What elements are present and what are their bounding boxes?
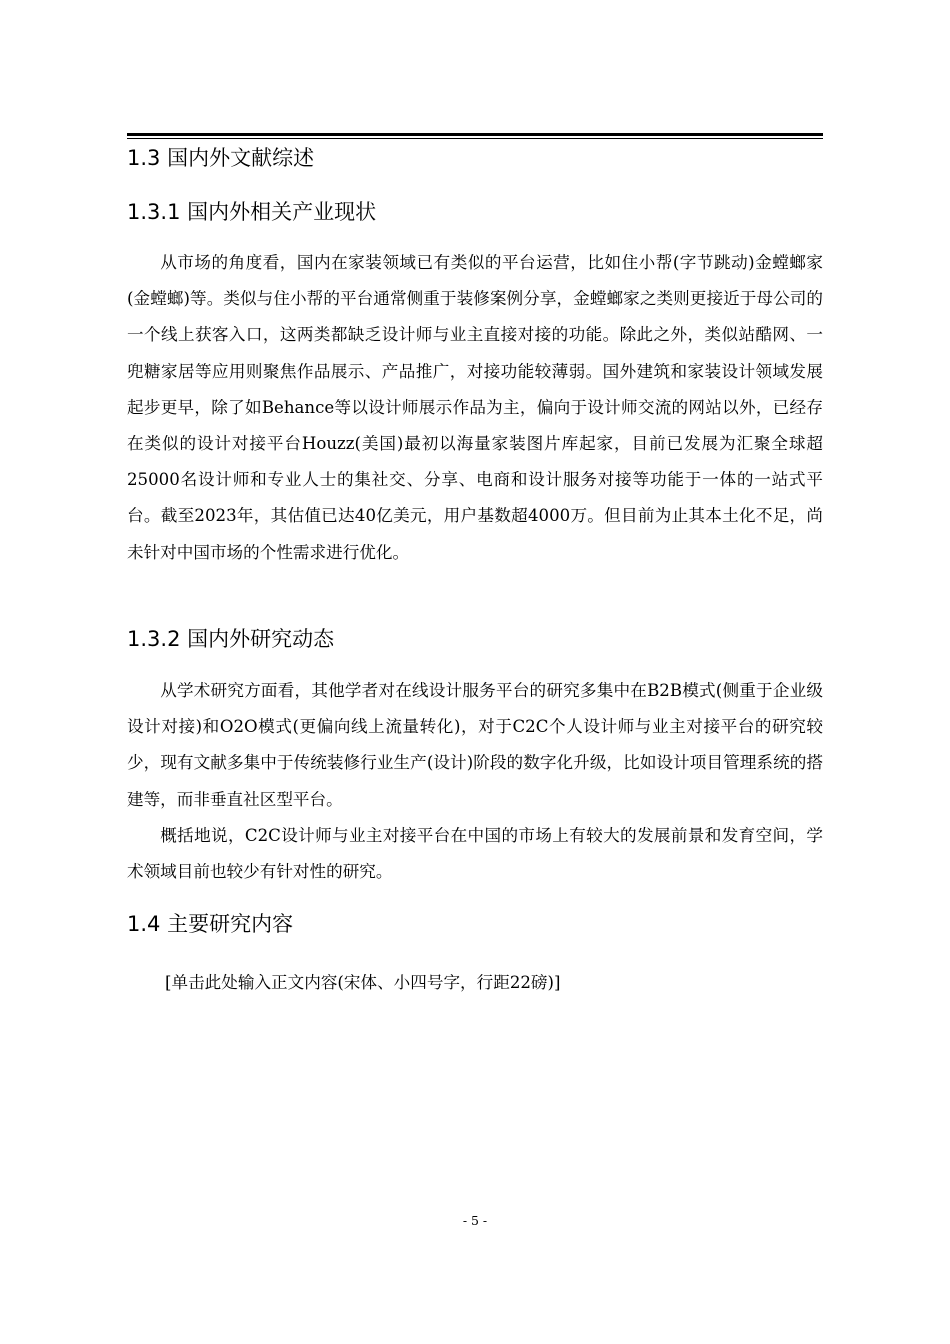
heading-1-3-2: 1.3.2 国内外研究动态: [127, 627, 335, 651]
header-rule-thick: [127, 133, 823, 136]
paragraph-research-trends: 从学术研究方面看，其他学者对在线设计服务平台的研究多集中在B2B模式(侧重于企业级设计对接)和O2O模式(更偏向线上流量转化)，对于C2C个人设计师与业主对接平台的研究较少，现有文献多集中于传统装修行业生产(设计)阶段的数字化升级，比如设计项目管理系统的搭建等，而非垂直社区型平台。: [127, 681, 823, 809]
page-number: - 5 -: [462, 1213, 488, 1228]
body-text-placeholder[interactable]: [单击此处输入正文内容(宋体、小四号字，行距22磅)]: [165, 973, 561, 992]
paragraph-summary: 概括地说，C2C设计师与业主对接平台在中国的市场上有较大的发展前景和发育空间，学术领域目前也较少有针对性的研究。: [127, 826, 823, 882]
paragraph-industry-status: 从市场的角度看，国内在家装领域已有类似的平台运营，比如住小帮(字节跳动)金螳螂家(金螳螂)等。类似与住小帮的平台通常侧重于装修案例分享，金螳螂家之类则更接近于母公司的一个线上获客入口，这两类都缺乏设计师与业主直接对接的功能。除此之外，类似站酷网、一兜糖家居等应用则聚焦作品展示、产品推广，对接功能较薄弱。国外建筑和家装设计领域发展起步更早，除了如Behance等以设计师展示作品为主，偏向于设计师交流的网站以外，已经存在类似的设计对接平台Houzz(美国)最初以海量家装图片库起家，目前已发展为汇聚全球超25000名设计师和专业人士的集社交、分享、电商和设计服务对接等功能于一体的一站式平台。截至2023年，其估值已达40亿美元，用户基数超4000万。但目前为止其本土化不足，尚未针对中国市场的个性需求进行优化。: [127, 253, 823, 562]
heading-1-3-1: 1.3.1 国内外相关产业现状: [127, 200, 377, 224]
heading-1-4: 1.4 主要研究内容: [127, 912, 294, 936]
heading-1-3: 1.3 国内外文献综述: [127, 146, 315, 170]
header-rule-thin: [127, 138, 823, 139]
